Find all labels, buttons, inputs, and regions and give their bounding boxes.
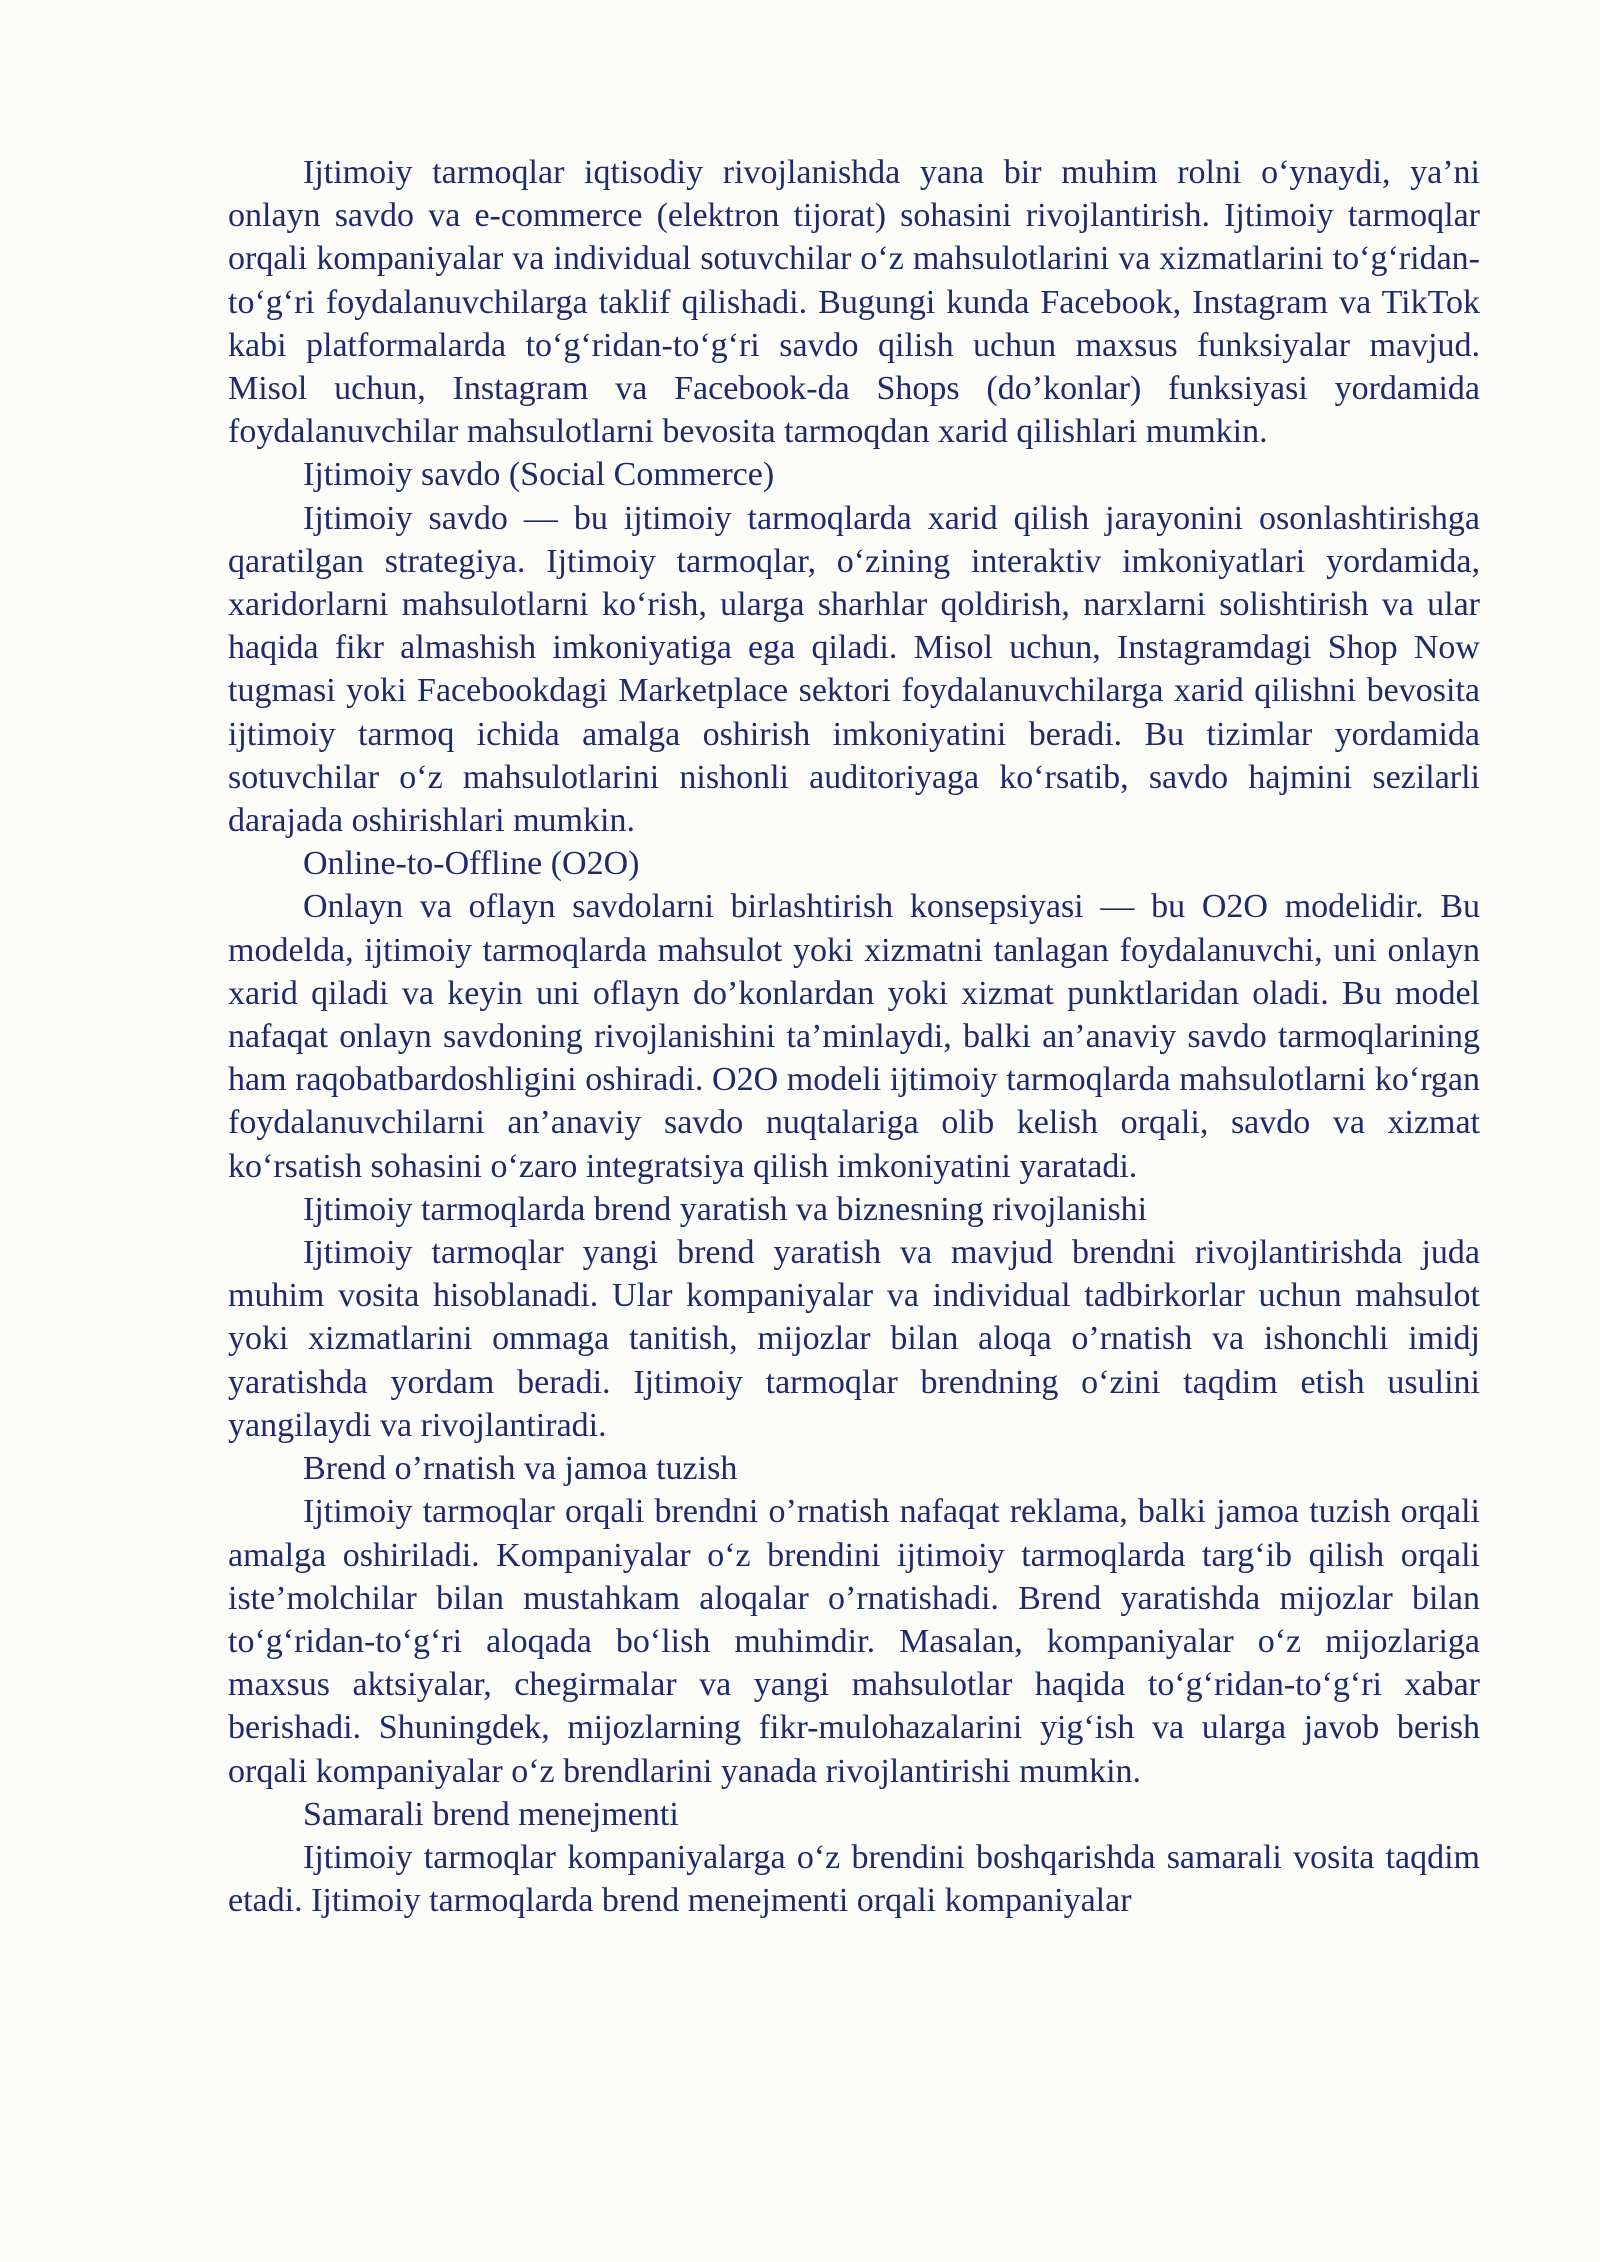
paragraph-o2o: Onlayn va oflayn savdolarni birlashtirish konsepsiyasi — bu O2O modelidir. Bu modelda, ijtimoiy tarmoqlarda mahsulot yoki xizmatni tanlagan foydalanuvchi, uni onlayn xarid qiladi va keyin uni oflayn do’konlardan yoki xizmat punktlaridan oladi. Bu model nafaqat onlayn savdoning rivojlanishini ta’minlaydi, balki an’anaviy savdo tarmoqlarining ham raqobatbardoshligini oshiradi. O2O modeli ijtimoiy tarmoqlarda mahsulotlarni ko‘rgan foydalanuvchilarni an’anaviy savdo nuqtalariga olib kelish orqali, savdo va xizmat ko‘rsatish sohasini o‘zaro integratsiya qilish imkoniyatini yaratadi. bbox=[228, 888, 1480, 1185]
paragraph-brand-community: Ijtimoiy tarmoqlar orqali brendni o’rnatish nafaqat reklama, balki jamoa tuzish orqali amalga oshiriladi. Kompaniyalar o‘z brendini ijtimoiy tarmoqlarda targ‘ib qilish orqali iste’molchilar bilan mustahkam aloqalar o’rnatishadi. Brend yaratishda mijozlar bilan to‘g‘ridan-to‘g‘ri aloqada bo‘lish muhimdir. Masalan, kompaniyalar o‘z mijozlariga maxsus aktsiyalar, chegirmalar va yangi mahsulotlar haqida to‘g‘ridan-to‘g‘ri xabar berishadi. Shuningdek, mijozlarning fikr-mulohazalarini yig‘ish va ularga javob berish orqali kompaniyalar o‘z brendlarini yanada rivojlantirishi mumkin. bbox=[228, 1493, 1480, 1790]
paragraph-social-commerce: Ijtimoiy savdo — bu ijtimoiy tarmoqlarda xarid qilish jarayonini osonlashtirishga qaratilgan strategiya. Ijtimoiy tarmoqlar, o‘zining interaktiv imkoniyatlari yordamida, xaridorlarni mahsulotlarni ko‘rish, ularga sharhlar qoldirish, narxlarni solishtirish va ular haqida fikr almashish imkoniyatiga ega qiladi. Misol uchun, Instagramdagi Shop Now tugmasi yoki Facebookdagi Marketplace sektori foydalanuvchilarga xarid qilishni bevosita ijtimoiy tarmoq ichida amalga oshirish imkoniyatini beradi. Bu tizimlar yordamida sotuvchilar o‘z mahsulotlarini nishonli auditoriyaga ko‘rsatib, savdo hajmini sezilarli darajada oshirishlari mumkin. bbox=[228, 499, 1480, 840]
heading-brand-community: Brend o’rnatish va jamoa tuzish bbox=[303, 1450, 738, 1488]
paragraph-brand-management: Ijtimoiy tarmoqlar kompaniyalarga o‘z brendini boshqarishda samarali vosita taqdim etadi. Ijtimoiy tarmoqlarda brend menejmenti orqali kompaniyalar bbox=[228, 1838, 1480, 1920]
heading-o2o: Online-to-Offline (O2O) bbox=[303, 845, 640, 883]
heading-brand-management: Samarali brend menejmenti bbox=[303, 1795, 679, 1833]
paragraph-ecommerce: Ijtimoiy tarmoqlar iqtisodiy rivojlanishda yana bir muhim rolni o‘ynaydi, ya’ni onlayn savdo va e-commerce (elektron tijorat) sohasini rivojlantirish. Ijtimoiy tarmoqlar orqali kompaniyalar va individual sotuvchilar o‘z mahsulotlarini va xizmatlarini to‘g‘ridan-to‘g‘ri foydalanuvchilarga taklif qilishadi. Bugungi kunda Facebook, Instagram va TikTok kabi platformalarda to‘g‘ridan-to‘g‘ri savdo qilish uchun maxsus funksiyalar mavjud. Misol uchun, Instagram va Facebook-da Shops (do’konlar) funksiyasi yordamida foydalanuvchilar mahsulotlarni bevosita tarmoqdan xarid qilishlari mumkin. bbox=[228, 154, 1480, 451]
document-body bbox=[228, 151, 1480, 1922]
heading-brand-building: Ijtimoiy tarmoqlarda brend yaratish va biznesning rivojlanishi bbox=[303, 1190, 1148, 1228]
heading-social-commerce: Ijtimoiy savdo (Social Commerce) bbox=[303, 456, 775, 494]
paragraph-brand-building: Ijtimoiy tarmoqlar yangi brend yaratish va mavjud brendni rivojlantirishda juda muhim vosita hisoblanadi. Ular kompaniyalar va individual tadbirkorlar uchun mahsulot yoki xizmatlarini ommaga tanitish, mijozlar bilan aloqa o’rnatish va ishonchli imidj yaratishda yordam beradi. Ijtimoiy tarmoqlar brendning o‘zini taqdim etish usulini yangilaydi va rivojlantiradi. bbox=[228, 1234, 1480, 1444]
